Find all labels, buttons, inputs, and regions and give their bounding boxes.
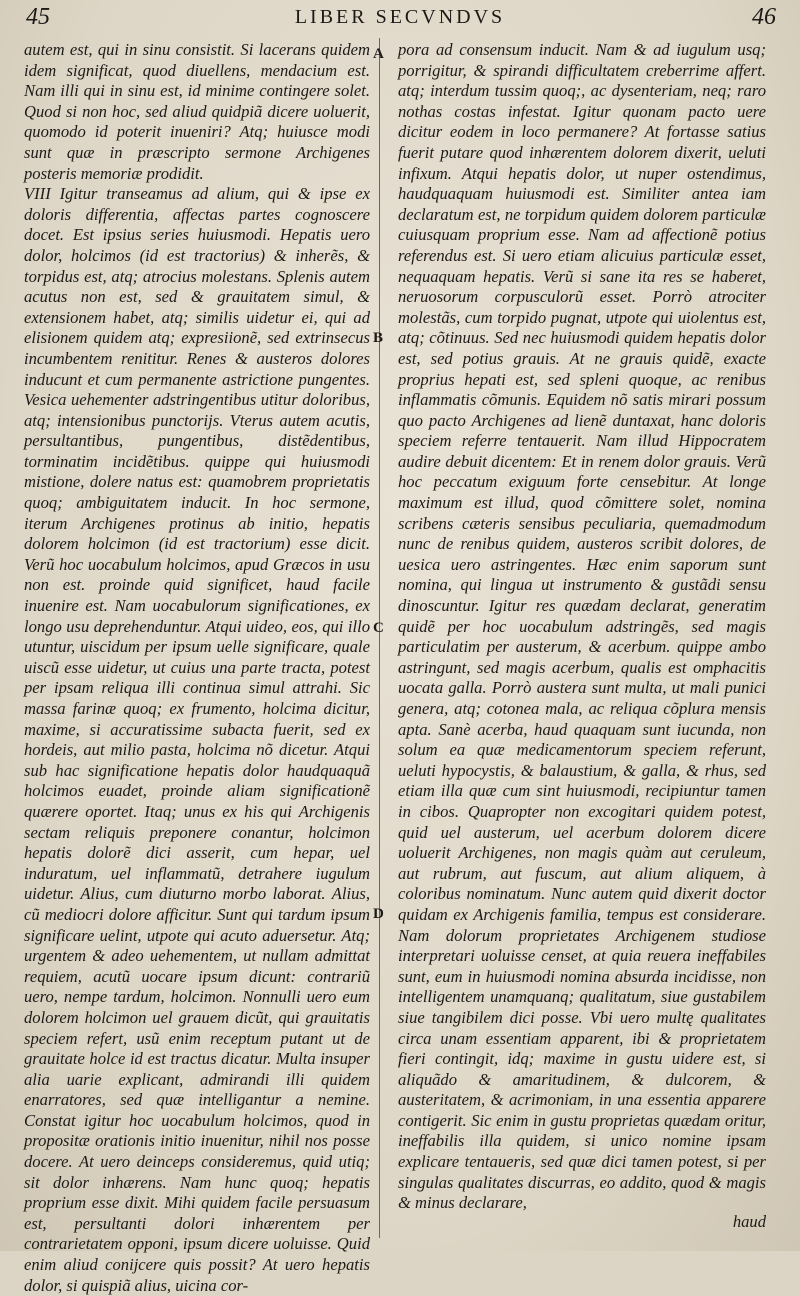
margin-marker-b: B: [373, 330, 384, 346]
page-number-left: 45: [26, 4, 50, 30]
right-column: [398, 40, 766, 1214]
page-header: [0, 4, 800, 34]
running-title: LIBER SECVNDVS: [294, 6, 506, 28]
catchword: haud: [732, 1212, 766, 1231]
margin-marker-d: D: [373, 906, 384, 922]
left-column: [24, 40, 370, 1296]
column-divider: [379, 38, 380, 1238]
margin-marker-a: A: [373, 46, 384, 62]
paragraph: autem est, qui in sinu consistit. Si lacerans quidem idem significat, quod diuellens, mendacium est. Nam illi qui in sinu est, id minime contingere solet. Quod si non hoc, sed aliud quidpiã dicere uoluerit, quomodo id poterit inueniri? Atq; huiusce modi sunt quæ in præscripto sermone Archigenes posteris memoriæ prodidit.: [24, 40, 370, 183]
paragraph: pora ad consensum inducit. Nam & ad iugulum usq; porrigitur, & spirandi difficultatem creberrime affert. atq; interdum tussim quoq;, ac dysenteriam, neq; raro nothas costas infestat. Igitur quonam pacto uere dicitur eodem in loco permanere? At fortasse satius fuerit putare quod inhærentem dolorem dixerit, ueluti infixum. Atqui hepatis dolor, ut nuper ostendimus, haudquaquam huiusmodi est. Similiter antea iam declaratum est, ne torpidum quidem dolorem particulæ cuiusquam proprium esse. Nam ad affectionẽ potius referendus est. Si uero etiam alicuius particulæ esset, nequaquam hepatis. Verũ si sane ita res se haberet, neruosorum corpusculorũ esset. Porrò atrociter molestãs, cum torpido pugnat, utpote qui uiolentus est, atq; cõtinuus. Sed nec huiusmodi quidem hepatis dolor est, sed potius grauis. At ne grauis quidẽ, exacte proprius hepati est, sed spleni quoque, ac renibus inflammatis cõmunis. Equidem nõ satis mirari possum quo pacto Archigenes ad lienẽ duntaxat, hanc doloris speciem referre tentauerit. Nam illud Hippocratem audire debuit dicentem: Et in renem dolor grauis. Verũ hoc peccatum exiguum forte censebitur. At longe maximum est illud, quod cõmittere solet, nomina scribens cæteris sensibus peculiaria, quemadmodum nunc de renibus quidem, austeros scribit dolores, de uesica uero astringentes. Hæc enim saporum sunt nomina, qui lingua ut instrumento & gustãdi sensu dinoscuntur. Igitur res quædam declarat, generatim quidẽ per hoc uocabulum adstringẽs, sed magis particulatim per austerum, & acerbum. quippe ambo astringunt, sed magis acerbum, qualis est omphacitis uocata galla. Porrò austera sunt multa, ut mali punici genera, atq; cotonea mala, ac reliqua cõplura mensis apta. Sanè acerba, haud quaquam sunt iucunda, non solum ea quæ medicamentorum speciem referunt, ueluti hypocystis, & balaustium, & galla, & rhus, sed etiam illa quæ cum sint huiusmodi, recipiuntur tamen in cibos. Quapropter non excogitari quidem potest, quid uel austerum, uel acerbum dolorem dicere uoluerit Archigenes, non magis quàm aut ceruleum, aut rubrum, aut fuscum, aut alium aliquem, à coloribus nominatum. Nunc autem quid dixerit doctor quidam ex Archigenis familia, tempus est considerare. Nam dolorum proprietates Archigenem studiose interpretari uoluisse censet, at quia reuera ineffabiles sunt, eum in huiusmodi nomina absurda incidisse, non intelligentem unamquanq; qualitatum, siue gustabilem siue tangibilem dici posse. Vbi uero multę qualitates circa unam essentiam apparent, ibi & proprietatem fieri contingit, idq; maxime in gustu uidere est, si aliquãdo & amaritudinem, & dulcorem, & austeritatem, & acrimoniam, in una essentia apparere contigerit. Sic enim in gustu proprietas quædam oritur, ineffabilis illa quidem, si unico nomine ipsam explicare tentaueris, sed quæ dici tamen potest, si per singulas qualitates discurras, eo addito, quod & magis & minus declarare,: [398, 40, 766, 1213]
page-number-right: 46: [752, 4, 776, 30]
paragraph: VIII Igitur transeamus ad alium, qui & ipse ex doloris differentia, affectas partes cognoscere docet. Est ipsius series huiusmodi. Hepatis uero dolor, holcimos (id est tractorius) & inherẽs, & torpidus est, atq; atrocius molestans. Splenis autem acutus non est, sed & grauitatem simul, & extensionem habet, atq; similis uidetur ei, qui ad elisionem quidem atq; expresiionẽ, sed extrinsecus incumbentem renititur. Renes & austeros dolores inducunt et cum permanente astrictione pungentes. Vesica uehementer adstringentibus utitur doloribus, atq; intensionibus punctorijs. Vterus autem acutis, persultantibus, pungentibus, distẽdentibus, torminatim incidẽtibus. quippe qui huiusmodi mistione, dolere natus est: quamobrem proprietatis quoq; ambiguitatem inducit. In hoc sermone, iterum Archigenes protinus ab initio, hepatis dolorem holcimon (id est tractorium) esse dicit. Verũ hoc uocabulum holcimos, apud Græcos in usu non est. proinde quid significet, haud facile inuenire est. Nam uocabulorum significationes, ex longo usu deprehenduntur. Atqui uideo, eos, qui illo utuntur, uiscidum per ipsum uelle significare, quale uiscũ esse uidetur, ut cuius una parte tracta, potest per ipsam reliqua illi continua simul attrahi. Sic massa farinæ quoq; ex frumento, holcima dicitur, maxime, si accuratissime subacta fuerit, sed ex hordeis, aut milio pasta, holcima nõ dicetur. Atqui sub hac significatione hepatis dolor haudquaquã holcimos euadet, proinde aliam significationẽ quærere oportet. Itaq; unus ex his qui Archigenis sectam reliquis preponere conantur, holcimon hepatis dolorẽ dici asserit, cum hepar, uel induratum, uel inflammatũ, detrahere iugulum uidetur. Alius, cum diuturno morbo laborat. Alius, cũ mediocri dolore afficitur. Sunt qui tardum ipsum significare uelint, utpote qui acuto aduersetur. Atq; urgentem & adeo uehementem, ut nullam admittat requiem, acutũ uocare ipsum dicunt: contrariũ uero, nempe tardum, holcimon. Nonnulli uero eum dolorem holcimon uel grauem dicũt, qui grauitatis speciem refert, usũ enim receptum putant ut de grauitate holce id est tractus dicatur. Multa insuper alia uarie explicant, admirandi illi quidem enarratores, sed quæ intelligantur a nemine. Constat igitur hoc uocabulum holcimos, quod in propositæ orationis initio inuenitur, nihil nos posse docere. At uero deinceps consideremus, quid utiq; sit dolor inhærens. Nam hunc quoq; hepatis proprium esse dixit. Mihi quidem facile persuasum est, persultanti dolori inhærentem per contrarietatem opponi, ipsum dicere uoluisse. Quid enim aliud conijcere quis possit? At uero hepatis dolor, si quispiã alius, uicina cor-: [24, 184, 370, 1295]
margin-marker-c: C: [373, 620, 384, 636]
